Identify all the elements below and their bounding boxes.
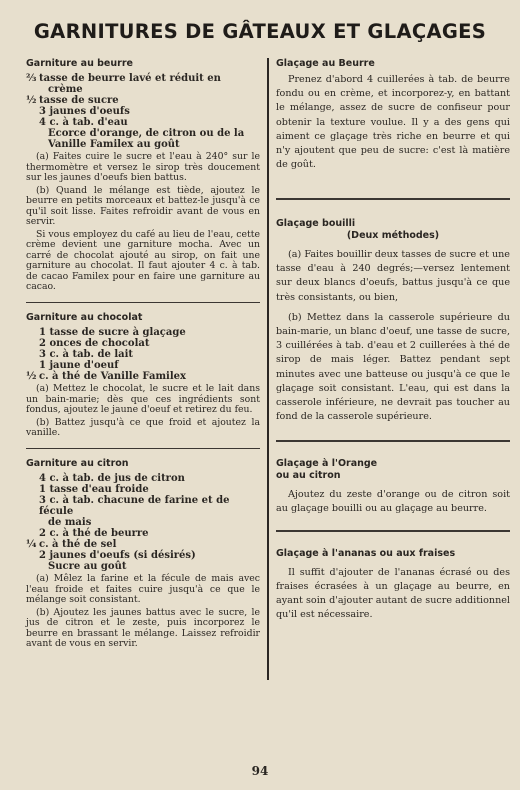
- ingredient-item: 2 c. à thé de beurre: [39, 528, 149, 539]
- ingredient-list: [26, 73, 260, 150]
- recipe-step: Si vous employez du café au lieu de l'eau, cette crème devient une garniture mocha. Avec un carré de chocolat ajouté au sirop, on fait une garniture au chocolat. Il faut ajouter 4 c. à tab. de cacao Familex pour en faire une garniture au cacao.: [26, 228, 260, 292]
- ingredient-item: 4 c. à tab. d'eau: [39, 117, 128, 128]
- recipe-step: Ajoutez du zeste d'orange ou de citron soit au glaçage bouilli ou au glaçage au beurre.: [276, 488, 510, 515]
- right-column: [276, 58, 510, 623]
- recipe-step: (a) Mêlez la farine et la fécule de mais avec l'eau froide et faites cuire jusqu'à ce que le mélange soit consistant.: [26, 573, 260, 605]
- recipe-glacage-orange: [276, 458, 510, 516]
- recipe-step: (a) Faites bouillir deux tasses de sucre et une tasse d'eau à 240 degrés;—versez lentement sur deux blancs d'oeufs, battus jusqu'à ce que très consistants, ou bien,: [276, 248, 510, 303]
- left-column: [26, 58, 260, 650]
- ingredient-item: 3 jaunes d'oeufs: [39, 106, 130, 117]
- ingredient-list: [26, 327, 260, 382]
- recipe-step: (a) Faites cuire le sucre et l'eau à 240° sur le thermomètre et versez le sirop très doucement sur les jaunes d'oeufs bien battus.: [26, 151, 260, 183]
- ingredient-item: 2 jaunes d'oeufs (si désirés): [39, 550, 196, 561]
- page-number: 94: [251, 764, 269, 778]
- ingredient-item: 3 c. à tab. chacune de farine et de fécule: [39, 495, 230, 517]
- recipe-subtitle: (Deux méthodes): [346, 229, 440, 241]
- ingredient-item: ⅔ tasse de beurre lavé et réduit en: [26, 73, 221, 84]
- recipe-subtitle: ou au citron: [276, 469, 341, 481]
- recipe-step: (b) Quand le mélange est tiède, ajoutez le beurre en petits morceaux et battez-le jusqu'à ce qu'il soit lisse. Faites refroidir avant de vous en servir.: [26, 184, 260, 227]
- column-divider: [267, 58, 269, 680]
- ingredient-item: 1 tasse de sucre à glaçage: [39, 327, 186, 338]
- page-title: GARNITURES DE GÂTEAUX ET GLAÇAGES: [33, 20, 487, 43]
- recipe-glacage-ananas: [276, 548, 510, 623]
- section-divider: [276, 198, 510, 200]
- ingredient-item: Sucre au goût: [48, 561, 127, 572]
- ingredient-item: Ecorce d'orange, de citron ou de la Vanille Familex au goût: [48, 128, 245, 150]
- recipe-glacage-beurre: [276, 58, 510, 172]
- recipe-step: Prenez d'abord 4 cuillerées à tab. de beurre fondu ou en crème, et incorporez-y, en battant le mélange, assez de sucre de confiseur pour obtenir la texture voulue. Il y a des gens qui aiment ce glaçage très riche en beurre et qui n'y ajoutent que peu de sucre: c'est là matière de goût.: [276, 74, 510, 171]
- recipe-garniture-beurre: [26, 58, 260, 293]
- section-divider: [26, 448, 260, 450]
- ingredient-item: ¼ c. à thé de sel: [26, 539, 117, 550]
- recipe-step: (b) Battez jusqu'à ce que froid et ajoutez la vanille.: [26, 416, 260, 438]
- ingredient-item: 1 tasse d'eau froide: [39, 484, 149, 495]
- recipe-title: Garniture au chocolat: [26, 312, 143, 323]
- ingredient-list: [26, 473, 260, 572]
- section-divider: [276, 440, 510, 442]
- recipe-title: Glaçage à l'Orange: [276, 457, 378, 469]
- recipe-garniture-citron: [26, 458, 260, 650]
- recipe-step: (b) Ajoutez les jaunes battus avec le sucre, le jus de citron et le zeste, puis incorporez le beurre en brassant le mélange. Laissez refroidir avant de vous en servir.: [26, 606, 260, 649]
- ingredient-item: crème: [48, 84, 83, 95]
- recipe-step: (a) Mettez le chocolat, le sucre et le lait dans un bain-marie; dès que ces ingrédients sont fondus, ajoutez le jaune d'oeuf et retirez du feu.: [26, 383, 260, 415]
- recipe-garniture-chocolat: [26, 312, 260, 439]
- ingredient-item: ½ c. à thé de Vanille Familex: [26, 371, 186, 382]
- ingredient-item: ½ tasse de sucre: [26, 95, 119, 106]
- recipe-step: (b) Mettez dans la casserole supérieure du bain-marie, un blanc d'oeuf, une tasse de sucre, 3 cuillérées à tab. d'eau et 2 cuillerées à thé de sirop de mais léger. Battez pendant sept minutes avec une batteuse ou jusqu'à ce que le glaçage soit consistant. L'eau, qui est dans la casserole inférieure, ne devrait pas toucher au fond de la casserole supérieure.: [276, 311, 510, 423]
- recipe-title: Glaçage au Beurre: [276, 58, 375, 69]
- ingredient-item: 4 c. à tab. de jus de citron: [39, 473, 185, 484]
- recipe-step: Il suffit d'ajouter de l'ananas écrasé ou des fraises écrasées à un glaçage au beurre, en ayant soin d'ajouter autant de sucre additionnel qu'il est nécessaire.: [276, 566, 510, 621]
- recipe-title: Garniture au citron: [26, 458, 129, 469]
- ingredient-item: 1 jaune d'oeuf: [39, 360, 119, 371]
- recipe-title: Glaçage à l'ananas ou aux fraises: [276, 547, 456, 559]
- ingredient-item: 2 onces de chocolat: [39, 338, 150, 349]
- recipe-title: Garniture au beurre: [26, 58, 133, 69]
- ingredient-item: 3 c. à tab. de lait: [39, 349, 134, 360]
- ingredient-item: de mais: [48, 517, 92, 528]
- recipe-glacage-bouilli: [276, 218, 510, 424]
- section-divider: [26, 302, 260, 304]
- recipe-title: Glaçage bouilli: [276, 217, 356, 229]
- section-divider: [276, 530, 510, 532]
